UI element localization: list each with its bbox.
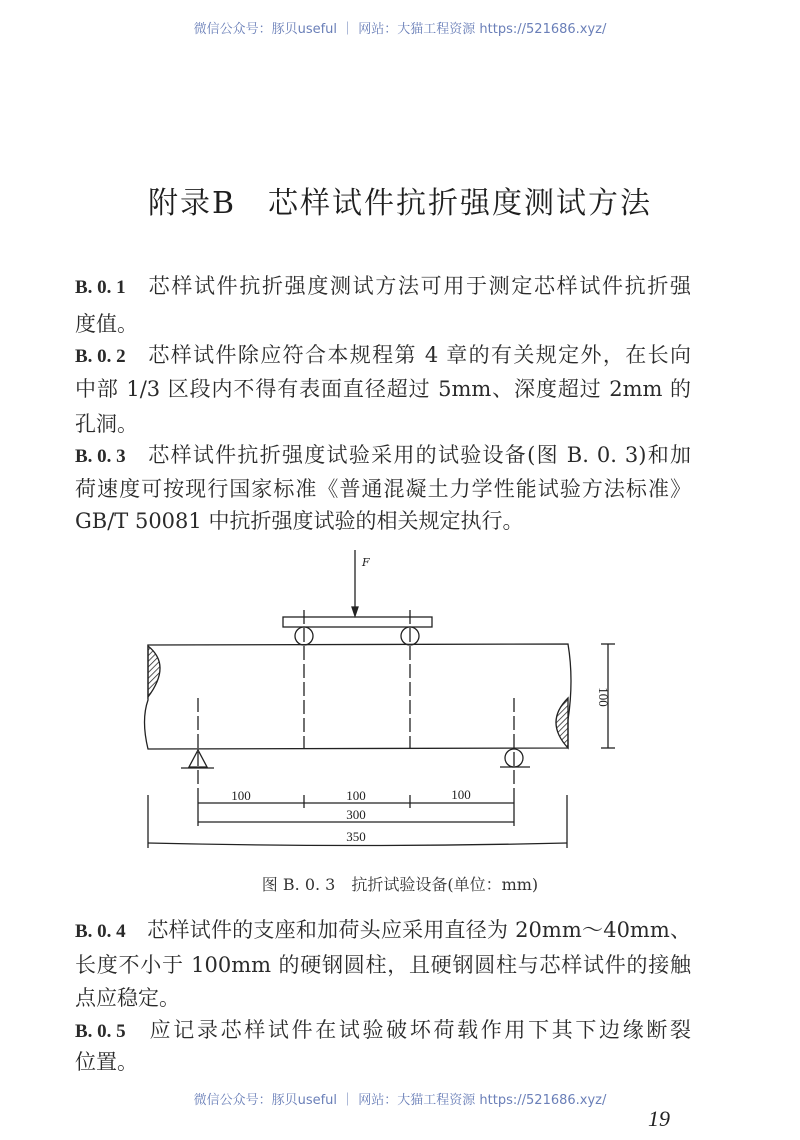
section-b02-line2: 中部 1/3 区段内不得有表面直径超过 5mm、深度超过 2mm 的 (75, 377, 691, 401)
watermark-top: 微信公众号：豚贝useful ｜ 网站：大猫工程资源 https://521686.xyz/ (193, 22, 607, 37)
section-b02-line3: 孔洞。 (75, 412, 138, 436)
section-label: B. 0. 2 (75, 346, 126, 367)
dim-label-span1: 100 (231, 788, 251, 803)
figure-caption: 图 B. 0. 3 抗折试验设备(单位：mm) (261, 875, 539, 894)
right-section-hatch (556, 698, 568, 748)
text: 芯样试件除应符合本规程第 4 章的有关规定外，在长向 (147, 343, 691, 367)
section-b05-line1 (75, 1015, 691, 1045)
section-label: B. 0. 4 (75, 921, 126, 942)
core-specimen (145, 644, 572, 749)
section-label: B. 0. 1 (75, 277, 126, 298)
section-label: B. 0. 3 (75, 446, 126, 467)
left-section-hatch (148, 646, 160, 697)
section-b04-line1 (75, 915, 691, 945)
force-label: F (362, 556, 370, 569)
text: 应记录芯样试件在试验破坏荷载作用下其下边缘断裂 (147, 1018, 691, 1042)
dim-label-350: 350 (346, 829, 366, 844)
dim-label-span2: 100 (346, 788, 366, 803)
section-b04-line2: 长度不小于 100mm 的硬钢圆柱，且硬钢圆柱与芯样试件的接触 (75, 953, 691, 977)
section-label: B. 0. 5 (75, 1021, 126, 1042)
arrow-head (352, 607, 358, 616)
dim-label-height: 100 (596, 687, 611, 707)
section-b04-line3: 点应稳定。 (75, 986, 180, 1010)
section-b03-line3: GB/T 50081 中抗折强度试验的相关规定执行。 (75, 509, 524, 533)
page-number: 19 (648, 1106, 670, 1131)
dim-label-span3: 100 (451, 787, 471, 802)
section-b05-line2: 位置。 (75, 1050, 138, 1074)
text: 芯样试件的支座和加荷头应采用直径为 20mm～40mm、 (147, 918, 691, 942)
watermark-bottom: 微信公众号：豚贝useful ｜ 网站：大猫工程资源 https://521686.xyz/ (193, 1093, 607, 1108)
section-b03-line2: 荷速度可按现行国家标准《普通混凝土力学性能试验方法标准》 (75, 477, 691, 501)
page-title: 附录B 芯样试件抗折强度测试方法 (147, 186, 653, 221)
text: 芯样试件抗折强度试验采用的试验设备(图 B. 0. 3)和加 (147, 443, 691, 467)
text: 芯样试件抗折强度测试方法可用于测定芯样试件抗折强 (147, 274, 691, 298)
section-b01-line2: 度值。 (75, 312, 138, 336)
dim-label-300: 300 (346, 807, 366, 822)
